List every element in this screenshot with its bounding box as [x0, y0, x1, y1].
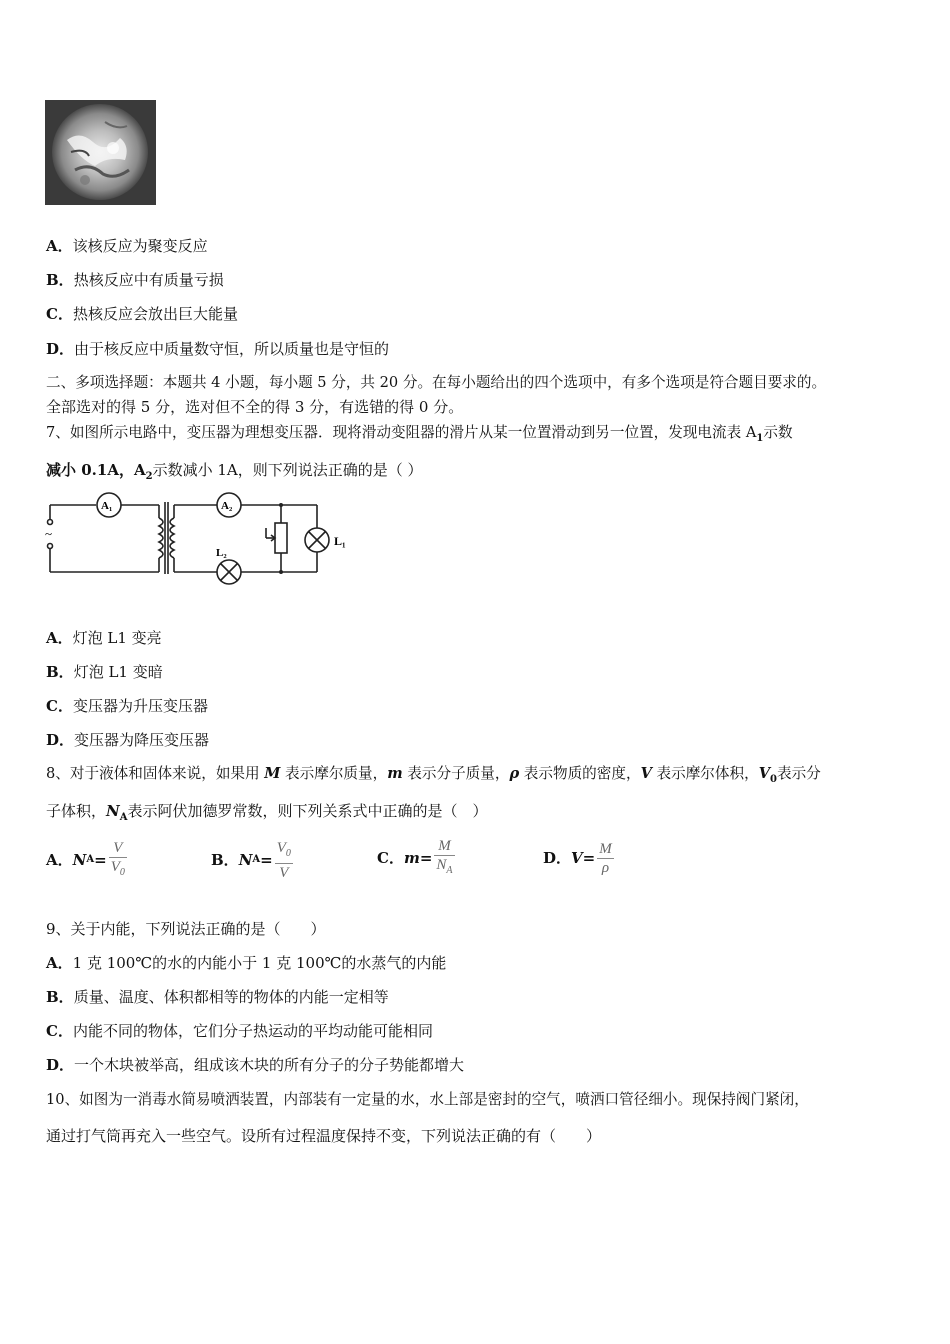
- q7-option-a: A．灯泡 L1 变亮: [46, 629, 162, 647]
- q9-option-b: B．质量、温度、体积都相等的物体的内能一定相等: [46, 988, 389, 1006]
- q6-option-c: C．热核反应会放出巨大能量: [46, 305, 238, 323]
- ac-source-label: ~: [45, 526, 53, 541]
- q8-stem-line2: 子体积，$N_A$表示阿伏加德罗常数，则下列关系式中正确的是（ ）: [46, 802, 488, 823]
- q10-stem-line2: 通过打气筒再充入一些空气。设所有过程温度保持不变，下列说法正确的有（ ）: [46, 1127, 602, 1145]
- q7-option-b: B．灯泡 L1 变暗: [46, 663, 163, 681]
- section2-line2: 全部选对的得 5 分，选对但不全的得 3 分，有选错的得 0 分。: [46, 398, 464, 416]
- q7-stem-line2: 减小 0.1A，$A_2$示数减小 1A，则下列说法正确的是（ ）: [46, 461, 423, 482]
- ammeter-a2-label: A₂: [221, 500, 233, 512]
- q9-option-c: C．内能不同的物体，它们分子热运动的平均动能可能相同: [46, 1022, 433, 1040]
- fraction: $\frac{V_0}{V}$: [276, 839, 291, 881]
- q7-stem-line1: 7、如图所示电路中，变压器为理想变压器．现将滑动变阻器的滑片从某一位置滑动到另一位置，发现电流表 $A_1$示数: [46, 424, 793, 444]
- q10-stem-line1: 10、如图为一消毒水简易喷洒装置，内部装有一定量的水，水上部是密封的空气，喷洒口管径细小。现保持阀门紧闭，: [46, 1091, 809, 1108]
- fraction: $\frac{M}{\rho}$: [599, 840, 612, 876]
- q8-option-a: A． N A = $\frac{V}{V_0}$: [46, 838, 127, 882]
- q9-option-a: A．1 克 100℃的水的内能小于 1 克 100℃的水蒸气的内能: [46, 954, 447, 972]
- q8-stem-line1: 8、对于液体和固体来说，如果用 M 表示摩尔质量，m 表示分子质量，ρ 表示物质的密度，V 表示摩尔体积，$V_0$表示分: [46, 765, 821, 785]
- section2-line1: 二、多项选择题：本题共 4 小题，每小题 5 分，共 20 分。在每小题给出的四个选项中，有多个选项是符合题目要求的。: [46, 374, 827, 391]
- circuit-diagram: [44, 490, 364, 585]
- fraction: $\frac{M}{N_A}$: [436, 837, 453, 876]
- q7-option-d: D．变压器为降压变压器: [46, 731, 210, 749]
- lamp-l2-label: L₂: [216, 547, 227, 559]
- q7-option-c: C．变压器为升压变压器: [46, 697, 208, 715]
- q6-option-a: A．该核反应为聚变反应: [46, 237, 208, 255]
- q6-option-b: B．热核反应中有质量亏损: [46, 271, 224, 289]
- fraction: $\frac{V}{V_0}$: [110, 839, 125, 878]
- circuit-svg: [44, 490, 364, 585]
- q9-option-d: D．一个木块被举高，组成该木块的所有分子的分子势能都增大: [46, 1056, 465, 1074]
- q8-option-d: D． V = $\frac{M}{\rho}$: [543, 840, 612, 876]
- q8-option-c: C． m = $\frac{M}{N_A}$: [377, 834, 455, 882]
- q8-option-b: B． N A = $\frac{V_0}{V}$: [211, 839, 291, 881]
- sun-photo: [45, 100, 156, 205]
- q6-option-d: D．由于核反应中质量数守恒，所以质量也是守恒的: [46, 340, 390, 358]
- lamp-l1-label: L₁: [334, 534, 346, 548]
- ammeter-a1-label: A₁: [101, 500, 113, 512]
- q9-stem: 9、关于内能，下列说法正确的是（ ）: [46, 920, 326, 938]
